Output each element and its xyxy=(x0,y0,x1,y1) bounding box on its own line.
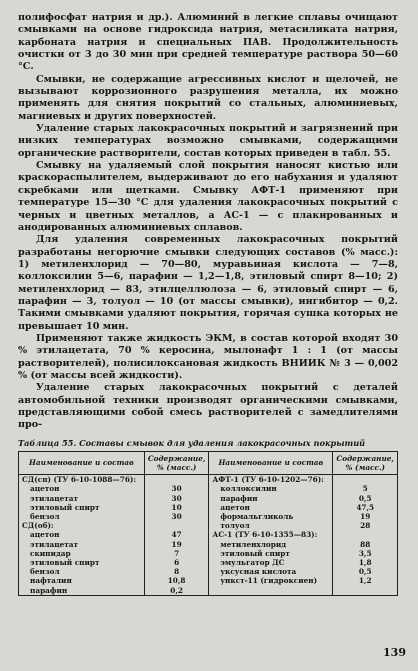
left-row-value: 47 xyxy=(171,530,182,540)
right-row-value: 3,5 xyxy=(358,548,372,558)
left-row-value: 10 xyxy=(171,502,182,512)
right-row-value: 0,5 xyxy=(358,493,372,503)
left-row-label: нафталин xyxy=(30,576,72,586)
right-row-value: 0,5 xyxy=(358,567,372,577)
right-row-label: ацетон xyxy=(220,502,250,512)
left-row-label: СД(об): xyxy=(22,521,54,531)
paragraph-3: Удаление старых лакокрасочных покрытий и загрязнений при низких температурах возможно смывками, содержащими органические растворители, состав которых приведен в табл. 55. xyxy=(18,123,398,159)
left-row-label: бензол xyxy=(30,511,60,521)
right-row-label: коллоксилин xyxy=(220,484,277,494)
right-row-label: метиленхлорид xyxy=(220,539,287,549)
left-row-label: этилацетат xyxy=(30,539,79,549)
right-row-label: ункст-11 (гидроксиен) xyxy=(220,576,318,586)
right-row-value xyxy=(336,475,394,484)
right-row-label: АС-1 (ТУ 6-10-1355—83): xyxy=(212,530,318,540)
left-row-value: 30 xyxy=(171,493,182,503)
paragraph-6: Применяют также жидкость ЭКМ, в состав которой входят 30 % этилацетата, 70 % керосина, мылонафт 1 : 1 (от массы растворителей), полисилоксановая жидкость ВНИИК № 3 — 0,002 % (от массы всей жидкости). xyxy=(18,332,398,381)
left-row-value xyxy=(148,521,206,530)
paragraph-2: Смывки, не содержащие агрессивных кислот и щелочей, не вызывают коррозионного разрушения металла, их можно применять для снятия покрытий со стальных, алюминиевых, магниевых и других поверхностей. xyxy=(18,73,398,122)
left-values-column xyxy=(144,475,209,596)
right-values-column xyxy=(333,475,398,596)
right-row-label: уксусная кислота xyxy=(220,567,297,577)
left-row-value xyxy=(148,475,206,484)
left-row-label: бензол xyxy=(30,567,60,577)
left-row-label: скипидар xyxy=(30,548,71,558)
left-row-value: 10,8 xyxy=(167,576,186,586)
paragraph-7: Удаление старых лакокрасочных покрытий с деталей автомобильной техники производят органическими смывками, представляющими собой смесь растворителей с замедлителями про- xyxy=(18,382,398,431)
right-row-value: 88 xyxy=(360,539,371,549)
left-names-column xyxy=(19,475,145,596)
right-row-label: эмульгатор ДС xyxy=(220,557,285,567)
right-row-label: этиловый спирт xyxy=(220,548,290,558)
right-row-value: 47,5 xyxy=(356,502,375,512)
left-row-label: ацетон xyxy=(30,530,60,540)
left-row-value: 0,2 xyxy=(170,585,183,595)
left-row-value: 6 xyxy=(174,557,180,567)
left-row-label: парафин xyxy=(30,585,68,595)
right-row-label: парафин xyxy=(220,493,258,503)
left-row-value: 8 xyxy=(174,567,180,577)
left-row-label: ацетон xyxy=(30,484,60,494)
left-row-label: этилацетат xyxy=(30,493,79,503)
right-row-value: 1,2 xyxy=(358,576,372,586)
left-row-value: 7 xyxy=(174,548,180,558)
right-row-label: АФТ-1 (ТУ 6-10-1202—76): xyxy=(212,475,324,485)
header-content-left: Содержание, % (масс.) xyxy=(144,451,209,474)
paragraph-4: Смывку на удаляемый слой покрытия наносят кистью или краскораспылителем, выдерживают до его набухания и удаляют скребками или щетками. Смывку АФТ-1 применяют при температуре 15—30 °С для удаления лакокрасочных покрытий с черных и цветных металлов, а АС-1 — с плакированных и анодированных алюминиевых сплавов. xyxy=(18,160,398,233)
right-row-label: формальгликоль xyxy=(220,511,294,521)
left-row-value: 19 xyxy=(171,539,182,549)
right-row-value: 19 xyxy=(360,511,371,521)
composition-table xyxy=(18,451,398,596)
body-text xyxy=(18,12,398,432)
right-row-value: 28 xyxy=(360,521,371,531)
table-caption: Таблица 55. Составы смывок для удаления лакокрасочных покрытий xyxy=(18,437,366,448)
paragraph-5: Для удаления современных лакокрасочных покрытий разработаны негорючие смывки следующих составов (% масс.): 1) метиленхлорид — 70—80, муравьиная кислота — 7—8, коллоксилин 5—6, парафин — 1,2—1,8, этиловый спирт 8—10; 2) метиленхлорид — 83, этилцеллюлоза — 6, этиловый спирт — 6, парафин — 3, толуол — 10 (от массы смывки), ингибитор — 0,2. Такими смывками удаляют покрытия, горячая сушка которых не превышает 10 мин. xyxy=(18,234,398,332)
page-number: 139 xyxy=(383,646,406,659)
header-name-right: Наименование и состав xyxy=(209,451,333,474)
left-row-value: 30 xyxy=(171,511,182,521)
left-row-label: этиловый спирт xyxy=(30,557,100,567)
right-row-value: 1,8 xyxy=(358,557,372,567)
header-name-left: Наименование и состав xyxy=(19,451,145,474)
header-content-right: Содержание, % (масс.) xyxy=(333,451,398,474)
left-row-value: 30 xyxy=(171,484,182,494)
paragraph-1: полифосфат натрия и др.). Алюминий в легкие сплавы очищают смывками на основе гидроксида натрия, метасиликата натрия, карбоната натрия и специальных ПАВ. Продолжительность очистки от 3 до 30 мин при средней температуре раствора 50—60 °С. xyxy=(18,12,398,73)
right-row-value: 5 xyxy=(362,484,368,494)
right-row-value xyxy=(336,530,394,539)
right-names-column xyxy=(209,475,333,596)
right-row-label: толуол xyxy=(220,521,250,531)
left-row-label: СД(сп) (ТУ 6-10-1088—76): xyxy=(22,475,137,485)
left-row-label: этиловый спирт xyxy=(30,502,100,512)
